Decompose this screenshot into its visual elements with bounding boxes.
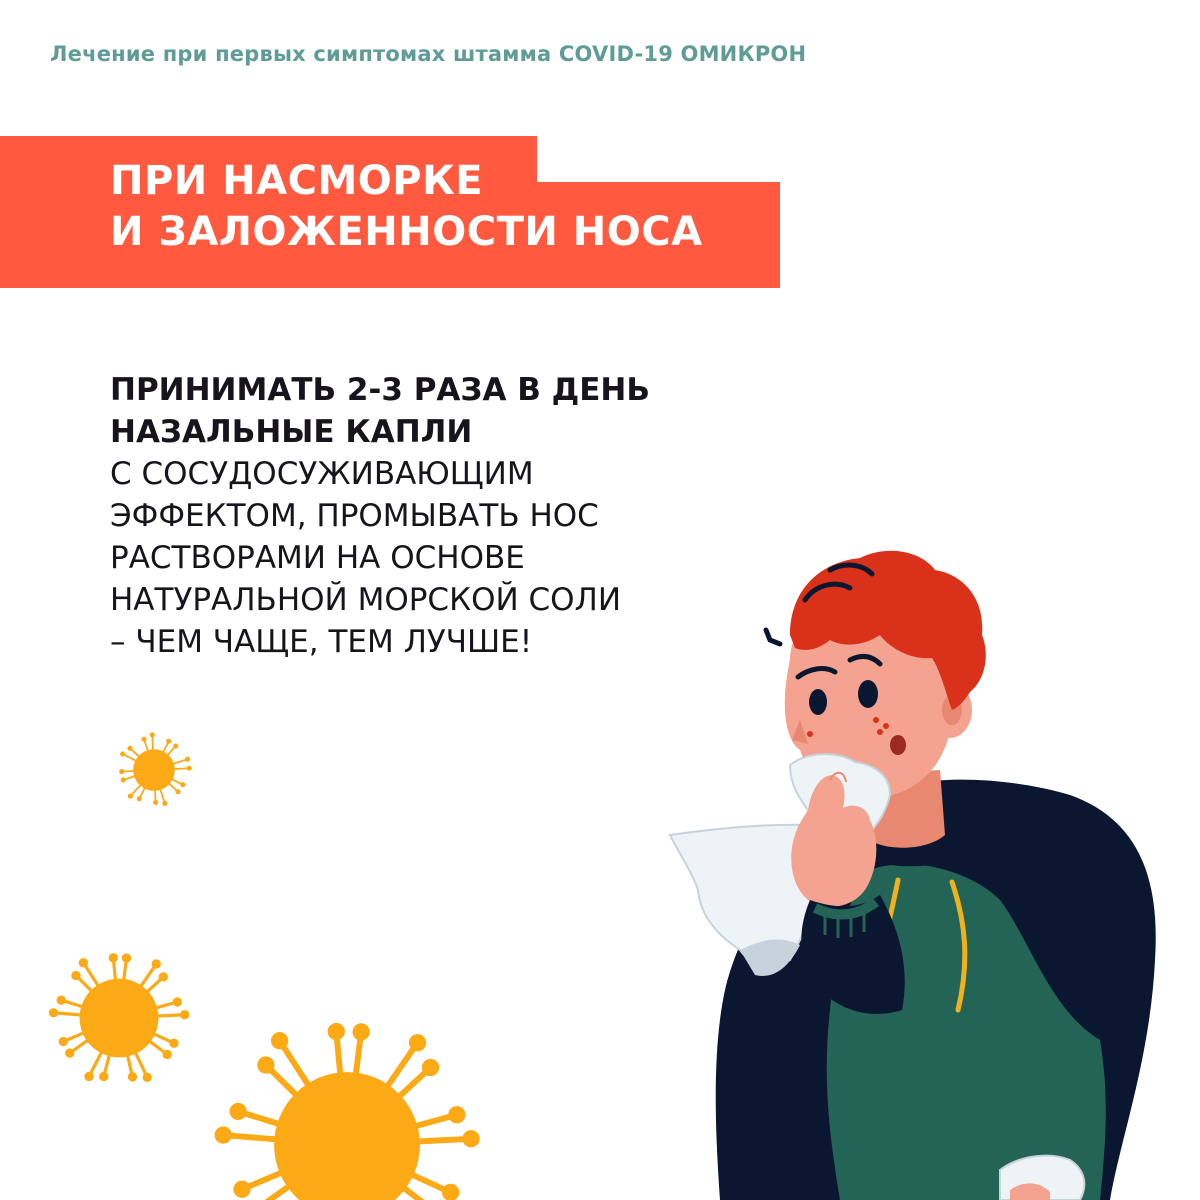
page-subtitle: Лечение при первых симптомах штамма COVID-19 ОМИКРОН	[50, 42, 807, 66]
sick-person-illustration	[640, 540, 1200, 1200]
banner-title-line-1: ПРИ НАСМОРКЕ	[110, 158, 484, 204]
advice-text	[110, 369, 710, 663]
advice-line: С СОСУДОСУЖИВАЮЩИМ	[110, 456, 534, 492]
virus-icon	[46, 945, 192, 1091]
advice-line: НАТУРАЛЬНОЙ МОРСКОЙ СОЛИ	[110, 582, 622, 618]
virus-icon	[114, 730, 194, 810]
advice-line: ЭФФЕКТОМ, ПРОМЫВАТЬ НОС	[110, 498, 599, 534]
advice-bold-line: НАЗАЛЬНЫЕ КАПЛИ	[110, 414, 473, 450]
advice-bold-line: ПРИНИМАТЬ 2-3 РАЗА В ДЕНЬ	[110, 372, 651, 408]
advice-line: РАСТВОРАМИ НА ОСНОВЕ	[110, 540, 525, 576]
advice-line: – ЧЕМ ЧАЩЕ, ТЕМ ЛУЧШЕ!	[110, 624, 533, 660]
virus-icon	[212, 1010, 482, 1200]
banner-title-line-2: И ЗАЛОЖЕННОСТИ НОСА	[110, 209, 703, 255]
